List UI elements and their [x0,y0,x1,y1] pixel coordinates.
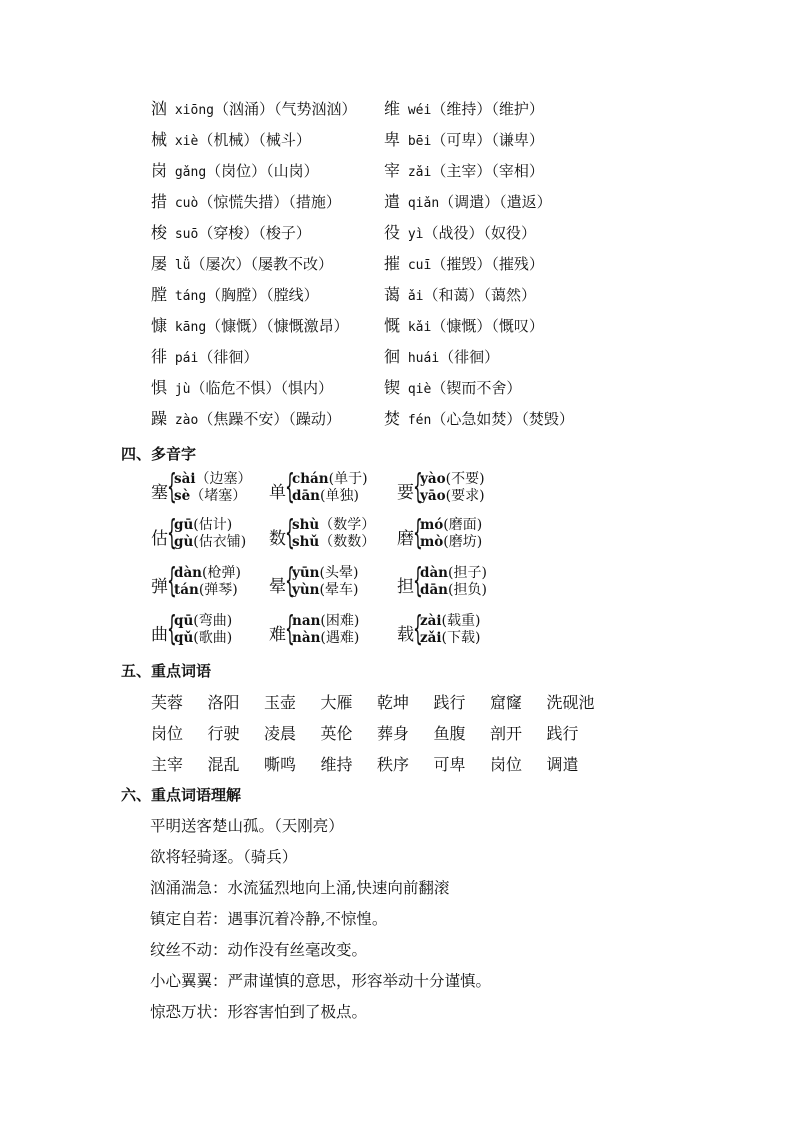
character-entry [151,406,341,429]
reading-pinyin: qǔ [174,630,194,646]
pinyin: fén [400,413,432,428]
reading-word: (遇难) [320,630,360,646]
definition-line: 镇定自若：遇事沉着冷静,不惊惶。 [150,910,388,928]
example-words: （慷慨）（慷慨激昂） [206,317,349,335]
character-entry [151,96,357,119]
character-entry [151,251,333,274]
reading-2 [292,627,359,647]
word: 窟窿 [490,693,523,712]
character-entry [384,406,574,429]
example-words: （慷慨）（慨叹） [431,317,544,335]
reading-pinyin: tán [174,582,199,598]
pinyin: qiè [400,382,432,397]
pinyin: qiǎn [400,196,440,211]
reading-pinyin: dān [420,582,449,598]
character: 躁 [151,409,168,428]
section-5-title: 五、重点词语 [121,662,212,680]
pinyin: ǎi [400,289,424,304]
brace-icon: { [285,609,295,649]
pinyin: jù [167,382,191,397]
polyphonic-character: 要 [397,483,414,503]
reading-2 [420,579,487,599]
word: 洗砚池 [546,693,595,712]
example-words: （锲而不舍） [431,379,522,397]
polyphonic-character: 难 [269,625,286,645]
reading-pinyin: shǔ [292,534,320,550]
reading-pinyin: yūn [292,565,320,581]
character-entry [384,313,544,336]
character: 徘 [151,347,168,366]
character: 役 [384,223,401,242]
example-words: （战役）（奴役） [423,224,537,242]
polyphonic-character: 弹 [151,577,168,597]
reading-2 [420,627,480,647]
brace-icon: { [413,609,423,649]
reading-pinyin: qū [174,613,194,629]
reading-pinyin: yào [420,471,446,487]
reading-word: （数学） [319,517,376,533]
character-entry [151,313,349,336]
polyphonic-character: 担 [397,577,414,597]
reading-pinyin: mò [420,534,444,550]
character-entry [384,189,552,212]
word: 可卑 [433,755,466,774]
reading-2 [174,579,238,599]
polyphonic-character: 塞 [151,483,168,503]
word: 践行 [546,724,579,743]
polyphonic-character: 曲 [151,625,168,645]
reading-pinyin: nàn [292,630,321,646]
pinyin: zào [167,413,199,428]
example-words: （心急如焚）（焚毁） [431,410,574,428]
reading-word: （边塞） [195,471,252,487]
character: 卑 [384,130,401,149]
pinyin: pái [167,351,199,366]
character-entry [384,251,544,274]
reading-2 [292,531,375,551]
reading-word: (枪弹) [202,565,241,581]
definition-line: 惊恐万状：形容害怕到了极点。 [150,1003,368,1021]
reading-pinyin: yùn [292,582,320,598]
polyphonic-character: 估 [151,529,168,549]
reading-word: (弹琴) [198,582,238,598]
reading-word: (不要) [445,471,485,487]
character-entry [151,189,341,212]
pinyin: yì [400,227,424,242]
polyphonic-character: 单 [269,483,286,503]
character-entry [151,220,311,243]
example-words: （岗位）（山岗） [206,162,319,180]
character: 锲 [384,378,401,397]
pinyin: gǎng [167,165,207,180]
pinyin: cuī [400,258,432,273]
word: 调遣 [546,755,579,774]
definition-line: 汹涌湍急：水流猛烈地向上涌,快速向前翻滚 [150,879,450,897]
pinyin: táng [167,289,207,304]
example-words: （惊慌失措）（措施） [198,193,341,211]
example-words: （和蔼）（蔼然） [423,286,537,304]
example-words: （徘徊） [198,348,259,366]
character: 摧 [384,254,401,273]
pinyin: kǎi [400,320,432,335]
reading-word: (困难) [320,613,360,629]
example-words: （汹涌）（气势汹汹） [213,100,357,118]
character-entry [384,282,536,305]
reading-pinyin: chán [292,471,329,487]
reading-word: (担子) [448,565,487,581]
polyphonic-character: 晕 [269,577,286,597]
reading-pinyin: dàn [420,565,449,581]
example-words: （主宰）（宰相） [431,162,544,180]
reading-pinyin: zài [420,613,442,629]
definition-line: 平明送客楚山孤。（天刚亮） [150,817,344,835]
character-entry [151,127,311,150]
pinyin: suō [167,227,199,242]
character: 汹 [151,99,168,118]
reading-word: (晕车) [319,582,359,598]
character-entry [384,127,544,150]
reading-word: (单独) [320,488,359,504]
word: 行驶 [207,724,240,743]
character: 慷 [151,316,168,335]
word: 葬身 [377,724,410,743]
character-entry [151,375,333,398]
word: 大雁 [320,693,353,712]
reading-pinyin: sè [174,488,191,504]
word: 玉壶 [264,693,297,712]
example-words: （穿梭）（梭子） [198,224,311,242]
reading-pinyin: nan [292,613,321,629]
reading-pinyin: mó [420,517,444,533]
example-words: （胸膛）（膛线） [206,286,319,304]
word: 主宰 [151,755,184,774]
character: 械 [151,130,168,149]
word: 乾坤 [377,693,410,712]
reading-pinyin: sài [174,471,196,487]
reading-word: (弯曲) [193,613,233,629]
pinyin: lǚ [167,258,191,273]
character-entry [151,282,319,305]
word: 岗位 [490,755,523,774]
reading-word: (载重) [441,613,481,629]
brace-icon: { [285,513,295,553]
brace-icon: { [167,561,177,601]
character-entry [384,344,499,367]
polyphonic-character: 磨 [397,529,414,549]
word: 英伦 [320,724,353,743]
reading-2 [174,485,246,505]
reading-2 [292,485,359,505]
reading-word: (要求) [445,488,485,504]
character: 惧 [151,378,168,397]
reading-pinyin: dàn [174,565,203,581]
example-words: （焦躁不安）（躁动） [198,410,341,428]
reading-word: (担负) [448,582,487,598]
reading-pinyin: dān [292,488,321,504]
character: 宰 [384,161,401,180]
pinyin: cuò [167,196,199,211]
word: 混乱 [207,755,240,774]
pinyin: zǎi [400,165,432,180]
example-words: （屡次）（屡教不改） [190,255,334,273]
example-words: （徘徊） [439,348,500,366]
reading-word: (下载) [441,630,481,646]
character-entry [151,158,319,181]
word: 凌晨 [264,724,297,743]
character: 膛 [151,285,168,304]
character: 焚 [384,409,401,428]
brace-icon: { [413,513,423,553]
example-words: （摧毁）（摧残） [431,255,544,273]
reading-pinyin: gù [174,534,194,550]
brace-icon: { [167,467,177,507]
reading-word: (估计) [193,517,233,533]
character: 徊 [384,347,401,366]
word: 维持 [320,755,353,774]
reading-word: (磨坊) [443,534,483,550]
brace-icon: { [285,467,295,507]
definition-line: 欲将轻骑逐。（骑兵） [150,848,298,866]
reading-word: (磨面) [443,517,483,533]
character-entry [384,96,544,119]
character: 慨 [384,316,401,335]
brace-icon: { [167,513,177,553]
word: 践行 [433,693,466,712]
brace-icon: { [167,609,177,649]
character: 岗 [151,161,168,180]
section-6-title: 六、重点词语理解 [121,786,242,804]
example-words: （维持）（维护） [431,100,544,118]
word: 嘶鸣 [264,755,297,774]
definition-line: 小心翼翼：严肃谨慎的意思，形容举动十分谨慎。 [150,972,492,990]
word: 鱼腹 [433,724,466,743]
character: 梭 [151,223,168,242]
reading-2 [174,627,232,647]
pinyin: kāng [167,320,207,335]
definition-line: 纹丝不动：动作没有丝毫改变。 [150,941,368,959]
pinyin: bēi [400,134,432,149]
reading-pinyin: gū [174,517,194,533]
character: 蔼 [384,285,401,304]
reading-pinyin: yāo [420,488,446,504]
character-entry [384,375,521,398]
character: 措 [151,192,168,211]
example-words: （可卑）（谦卑） [431,131,544,149]
section-4-title: 四、多音字 [121,445,197,463]
reading-2 [292,579,358,599]
pinyin: huái [400,351,440,366]
polyphonic-character: 数 [269,529,286,549]
reading-word: (单于) [328,471,368,487]
reading-word: （堵塞） [190,488,247,504]
reading-2 [420,531,482,551]
character: 屡 [151,254,168,273]
reading-pinyin: zǎi [420,630,442,646]
reading-word: (头晕) [319,565,359,581]
reading-word: (估衣铺) [193,534,247,550]
reading-pinyin: shù [292,517,320,533]
example-words: （临危不惧）（惧内） [190,379,334,397]
character-entry [151,344,258,367]
word: 洛阳 [207,693,240,712]
example-words: （机械）（械斗） [198,131,311,149]
pinyin: xiōng [167,103,214,118]
example-words: （调遣）（遣返） [439,193,552,211]
character-entry [384,220,536,243]
brace-icon: { [413,561,423,601]
reading-word: （数数） [319,534,376,550]
brace-icon: { [285,561,295,601]
reading-word: (歌曲) [193,630,233,646]
character: 维 [384,99,401,118]
pinyin: xiè [167,134,199,149]
word: 岗位 [151,724,184,743]
word: 剖开 [490,724,523,743]
word: 秩序 [377,755,410,774]
polyphonic-character: 载 [397,625,414,645]
reading-2 [174,531,246,551]
brace-icon: { [413,467,423,507]
character: 遣 [384,192,401,211]
reading-2 [420,485,485,505]
word: 芙蓉 [151,693,184,712]
character-entry [384,158,544,181]
pinyin: wéi [400,103,432,118]
